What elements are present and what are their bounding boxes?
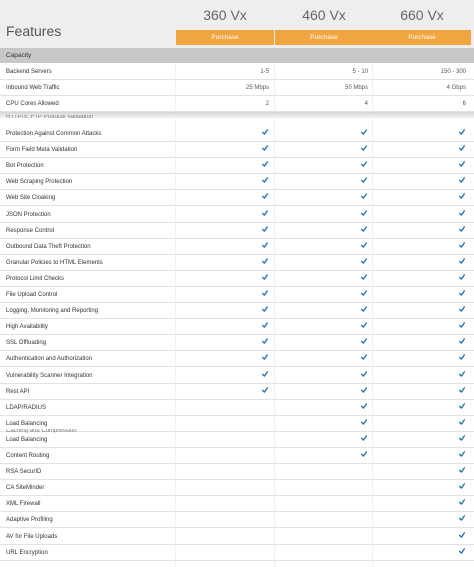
checkmark-icon: [262, 290, 268, 296]
feature-row: [0, 142, 474, 158]
feature-row: [0, 174, 474, 190]
checkmark-icon: [459, 145, 465, 151]
feature-row: [0, 400, 474, 416]
checkmark-icon: [459, 532, 465, 538]
checkmark-icon: [459, 435, 465, 441]
value-cell: 6: [462, 101, 466, 107]
row-label: Logging, Monitoring and Reporting: [6, 308, 99, 314]
checkmark-icon: [459, 499, 465, 505]
plan-column-660vx: [373, 0, 471, 48]
checkmark-icon: [459, 274, 465, 280]
row-label: Load Balancing: [6, 437, 48, 443]
row-label: Bot Protection: [6, 163, 44, 169]
row-label: Protocol Limit Checks: [6, 276, 65, 282]
checkmark-icon: [262, 306, 268, 312]
checkmark-icon: [459, 548, 465, 554]
feature-row: [0, 480, 474, 496]
feature-row: [0, 287, 474, 303]
plan-column-360vx: [176, 0, 274, 48]
checkmark-icon: [262, 145, 268, 151]
checkmark-icon: [361, 419, 367, 425]
checkmark-icon: [459, 242, 465, 248]
row-label: SSL Offloading: [6, 340, 47, 346]
checkmark-icon: [262, 129, 268, 135]
checkmark-icon: [459, 371, 465, 377]
capacity-row: [0, 96, 474, 112]
plan-name: 360 Vx: [203, 7, 247, 23]
row-label: Inbound Web Traffic: [6, 85, 60, 91]
row-label: High Availability: [6, 324, 48, 330]
row-label: URL Encryption: [6, 550, 48, 556]
checkmark-icon: [262, 161, 268, 167]
row-label: Outbound Data Theft Protection: [6, 244, 91, 250]
checkmark-icon: [459, 451, 465, 457]
checkmark-icon: [361, 451, 367, 457]
checkmark-icon: [459, 193, 465, 199]
pricing-header: [0, 0, 474, 48]
purchase-button-460vx[interactable]: Purchase: [275, 30, 373, 45]
feature-row: [0, 271, 474, 287]
row-label: Web Scraping Protection: [6, 179, 73, 185]
row-label: Form Field Meta Validation: [6, 147, 78, 153]
checkmark-icon: [459, 515, 465, 521]
plan-name: 660 Vx: [400, 7, 444, 23]
checkmark-icon: [459, 403, 465, 409]
checkmark-icon: [361, 210, 367, 216]
section-label: Capacity: [6, 52, 32, 59]
checkmark-icon: [459, 226, 465, 232]
row-label: CA SiteMinder: [6, 485, 45, 491]
partial-row-label: HTTP/S, FTP Protocol Validation: [6, 115, 94, 120]
feature-row: [0, 239, 474, 255]
checkmark-icon: [361, 129, 367, 135]
partial-row-label: Caching and Compression: [6, 429, 77, 433]
checkmark-icon: [459, 483, 465, 489]
checkmark-icon: [361, 435, 367, 441]
checkmark-icon: [262, 210, 268, 216]
row-label: Web Site Cloaking: [6, 195, 56, 201]
value-cell: 150 - 300: [440, 69, 466, 75]
feature-row: [0, 448, 474, 464]
value-cell: 50 Mbps: [344, 85, 368, 91]
checkmark-icon: [361, 177, 367, 183]
feature-row: [0, 319, 474, 335]
row-label: RSA SecurID: [6, 469, 42, 475]
row-label: Granular Policies to HTML Elements: [6, 260, 103, 266]
checkmark-icon: [262, 322, 268, 328]
checkmark-icon: [459, 467, 465, 473]
checkmark-icon: [262, 242, 268, 248]
checkmark-icon: [361, 322, 367, 328]
checkmark-icon: [361, 354, 367, 360]
row-label: Rest API: [6, 389, 30, 395]
checkmark-icon: [361, 306, 367, 312]
checkmark-icon: [459, 290, 465, 296]
value-cell: 1-5: [260, 69, 269, 75]
feature-row: [0, 223, 474, 239]
capacity-row: [0, 80, 474, 96]
feature-row: [0, 158, 474, 174]
checkmark-icon: [361, 145, 367, 151]
checkmark-icon: [262, 193, 268, 199]
row-label: Content Routing: [6, 453, 50, 459]
checkmark-icon: [262, 274, 268, 280]
feature-row: [0, 335, 474, 351]
value-cell: 4: [364, 101, 368, 107]
feature-row: [0, 545, 474, 561]
plan-column-460vx: [275, 0, 373, 48]
checkmark-icon: [459, 210, 465, 216]
checkmark-icon: [361, 290, 367, 296]
feature-row: [0, 303, 474, 319]
feature-row: [0, 351, 474, 367]
checkmark-icon: [361, 274, 367, 280]
row-label: XML Firewall: [6, 501, 41, 507]
row-label: Response Control: [6, 228, 55, 234]
feature-row: [0, 255, 474, 271]
checkmark-icon: [459, 129, 465, 135]
feature-row: [0, 464, 474, 480]
row-label: LDAP/RADIUS: [6, 405, 47, 411]
feature-row: [0, 512, 474, 528]
purchase-button-360vx[interactable]: Purchase: [176, 30, 274, 45]
row-label: AV for File Uploads: [6, 534, 58, 540]
checkmark-icon: [361, 242, 367, 248]
checkmark-icon: [361, 258, 367, 264]
checkmark-icon: [361, 403, 367, 409]
feature-row: [0, 432, 474, 448]
features-heading: Features: [6, 23, 62, 39]
plan-name: 460 Vx: [302, 7, 346, 23]
checkmark-icon: [459, 258, 465, 264]
checkmark-icon: [262, 371, 268, 377]
row-label: Vulnerability Scanner Integration: [6, 373, 93, 379]
value-cell: 25 Mbps: [245, 85, 269, 91]
checkmark-icon: [459, 419, 465, 425]
checkmark-icon: [459, 306, 465, 312]
checkmark-icon: [361, 193, 367, 199]
checkmark-icon: [262, 338, 268, 344]
feature-row: [0, 529, 474, 545]
checkmark-icon: [459, 177, 465, 183]
checkmark-icon: [262, 258, 268, 264]
row-label: File Upload Control: [6, 292, 58, 298]
row-label: Backend Servers: [6, 69, 52, 75]
feature-row: [0, 126, 474, 142]
feature-row: [0, 190, 474, 206]
value-cell: 2: [265, 101, 269, 107]
checkmark-icon: [459, 161, 465, 167]
feature-row: [0, 368, 474, 384]
checkmark-icon: [361, 338, 367, 344]
feature-row: [0, 496, 474, 512]
feature-row: [0, 384, 474, 400]
row-label: Adaptive Profiling: [6, 517, 53, 523]
checkmark-icon: [459, 387, 465, 393]
checkmark-icon: [459, 338, 465, 344]
feature-row: [0, 207, 474, 223]
checkmark-icon: [361, 161, 367, 167]
checkmark-icon: [262, 354, 268, 360]
value-cell: 4 Gbps: [446, 85, 466, 91]
checkmark-icon: [361, 371, 367, 377]
capacity-row: [0, 64, 474, 80]
row-label: Authentication and Authorization: [6, 356, 93, 362]
row-label: JSON Protection: [6, 212, 51, 218]
checkmark-icon: [459, 322, 465, 328]
row-label: CPU Cores Allowed: [6, 101, 59, 107]
capacity-section-header: [0, 48, 474, 63]
checkmark-icon: [459, 354, 465, 360]
checkmark-icon: [361, 226, 367, 232]
checkmark-icon: [262, 177, 268, 183]
checkmark-icon: [361, 387, 367, 393]
purchase-button-660vx[interactable]: Purchase: [373, 30, 471, 45]
checkmark-icon: [262, 226, 268, 232]
row-label: Load Balancing: [6, 421, 48, 427]
checkmark-icon: [262, 387, 268, 393]
row-label: Protection Against Common Attacks: [6, 131, 102, 137]
value-cell: 5 - 10: [352, 69, 368, 75]
